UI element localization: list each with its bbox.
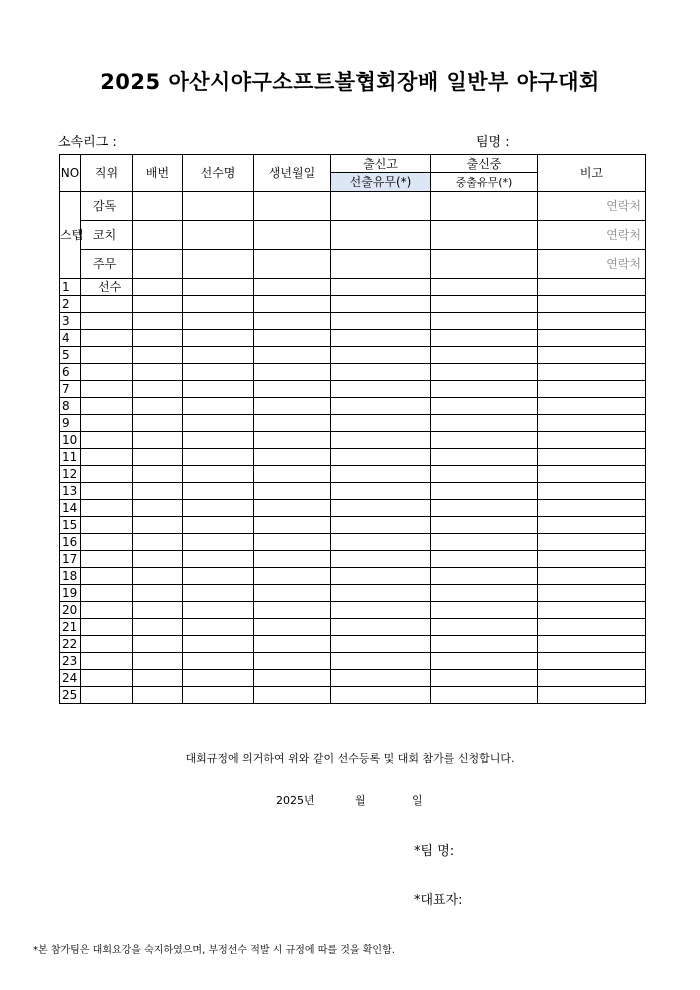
blank-cell[interactable]: [183, 364, 254, 381]
blank-cell[interactable]: [81, 653, 133, 670]
blank-cell[interactable]: [538, 279, 646, 296]
blank-cell[interactable]: [183, 602, 254, 619]
blank-cell[interactable]: [431, 534, 538, 551]
blank-cell[interactable]: [254, 483, 331, 500]
player-number: 4: [60, 330, 81, 347]
blank-cell[interactable]: [331, 602, 431, 619]
blank-cell[interactable]: [254, 687, 331, 704]
blank-cell[interactable]: [538, 636, 646, 653]
header-position: 직위: [81, 155, 133, 192]
blank-cell[interactable]: [431, 398, 538, 415]
blank-cell[interactable]: [133, 330, 183, 347]
header-player-name: 선수명: [183, 155, 254, 192]
blank-cell[interactable]: [431, 449, 538, 466]
declaration-text: 대회규정에 의거하여 위와 같이 선수등록 및 대회 참가를 신청합니다.: [185, 752, 515, 765]
player-row: [60, 466, 646, 483]
blank-cell[interactable]: [133, 602, 183, 619]
blank-cell[interactable]: [538, 347, 646, 364]
player-number: 25: [60, 687, 81, 704]
blank-cell[interactable]: [133, 415, 183, 432]
player-number: 20: [60, 602, 81, 619]
blank-cell[interactable]: [183, 517, 254, 534]
player-number: 11: [60, 449, 81, 466]
date-year: 2025년: [276, 794, 315, 807]
player-row: [60, 483, 646, 500]
blank-cell[interactable]: [331, 466, 431, 483]
blank-cell[interactable]: [331, 330, 431, 347]
signature-team: *팀 명:: [414, 844, 455, 859]
staff-label: 스텝: [60, 192, 81, 279]
blank-cell[interactable]: [538, 398, 646, 415]
staff-role: 감독: [81, 192, 133, 221]
blank-cell[interactable]: [81, 500, 133, 517]
player-number: 9: [60, 415, 81, 432]
blank-cell[interactable]: [331, 381, 431, 398]
blank-cell[interactable]: [81, 381, 133, 398]
blank-cell[interactable]: [431, 517, 538, 534]
blank-cell[interactable]: [331, 449, 431, 466]
blank-cell[interactable]: [183, 585, 254, 602]
blank-cell[interactable]: [183, 250, 254, 279]
header-no: NO: [60, 155, 81, 192]
blank-cell[interactable]: [183, 449, 254, 466]
player-number: 16: [60, 534, 81, 551]
blank-cell[interactable]: [331, 500, 431, 517]
blank-cell[interactable]: [133, 221, 183, 250]
blank-cell[interactable]: [431, 636, 538, 653]
blank-cell[interactable]: [183, 296, 254, 313]
blank-cell[interactable]: [133, 432, 183, 449]
blank-cell[interactable]: [331, 192, 431, 221]
blank-cell[interactable]: [81, 619, 133, 636]
blank-cell[interactable]: [331, 653, 431, 670]
blank-cell[interactable]: [254, 534, 331, 551]
blank-cell[interactable]: [431, 221, 538, 250]
blank-cell[interactable]: [81, 602, 133, 619]
blank-cell[interactable]: [538, 466, 646, 483]
player-number: 15: [60, 517, 81, 534]
blank-cell[interactable]: [538, 415, 646, 432]
blank-cell[interactable]: [431, 347, 538, 364]
header-high-school: 출신고: [331, 155, 431, 173]
blank-cell[interactable]: [254, 398, 331, 415]
blank-cell[interactable]: [254, 653, 331, 670]
blank-cell[interactable]: [331, 250, 431, 279]
player-row: [60, 313, 646, 330]
blank-cell[interactable]: [133, 636, 183, 653]
blank-cell[interactable]: [538, 534, 646, 551]
blank-cell[interactable]: [331, 670, 431, 687]
blank-cell[interactable]: [81, 534, 133, 551]
blank-cell[interactable]: [254, 279, 331, 296]
blank-cell[interactable]: [431, 381, 538, 398]
blank-cell[interactable]: [254, 551, 331, 568]
date-day: 일: [412, 794, 423, 807]
player-number: 18: [60, 568, 81, 585]
blank-cell[interactable]: [254, 221, 331, 250]
blank-cell[interactable]: [133, 296, 183, 313]
blank-cell[interactable]: [183, 534, 254, 551]
header-remarks: 비고: [538, 155, 646, 192]
blank-cell[interactable]: [254, 602, 331, 619]
blank-cell[interactable]: [331, 483, 431, 500]
blank-cell[interactable]: [538, 551, 646, 568]
player-row: [60, 347, 646, 364]
player-number: 13: [60, 483, 81, 500]
date-month: 월: [355, 794, 366, 807]
blank-cell[interactable]: [81, 551, 133, 568]
blank-cell[interactable]: [81, 636, 133, 653]
header-elite-high: 선출유무(*): [331, 173, 431, 192]
blank-cell[interactable]: [81, 432, 133, 449]
player-row: [60, 279, 646, 296]
blank-cell[interactable]: [331, 279, 431, 296]
blank-cell[interactable]: [431, 500, 538, 517]
player-row: [60, 670, 646, 687]
blank-cell[interactable]: [331, 398, 431, 415]
staff-contact: 연락처: [538, 192, 646, 221]
player-row: [60, 381, 646, 398]
blank-cell[interactable]: [133, 653, 183, 670]
blank-cell[interactable]: [81, 466, 133, 483]
blank-cell[interactable]: [331, 296, 431, 313]
blank-cell[interactable]: [431, 687, 538, 704]
blank-cell[interactable]: [183, 551, 254, 568]
blank-cell[interactable]: [183, 347, 254, 364]
blank-cell[interactable]: [254, 670, 331, 687]
blank-cell[interactable]: [431, 313, 538, 330]
blank-cell[interactable]: [538, 296, 646, 313]
player-row: [60, 551, 646, 568]
player-number: 23: [60, 653, 81, 670]
player-number: 17: [60, 551, 81, 568]
player-row: [60, 432, 646, 449]
blank-cell[interactable]: [81, 449, 133, 466]
blank-cell[interactable]: [431, 364, 538, 381]
player-row: [60, 398, 646, 415]
blank-cell[interactable]: [538, 687, 646, 704]
blank-cell[interactable]: [133, 687, 183, 704]
player-number: 3: [60, 313, 81, 330]
blank-cell[interactable]: [331, 585, 431, 602]
blank-cell[interactable]: [254, 364, 331, 381]
blank-cell[interactable]: [254, 500, 331, 517]
page-title: 2025 아산시야구소프트볼협회장배 일반부 야구대회: [100, 70, 600, 94]
blank-cell[interactable]: [133, 192, 183, 221]
blank-cell[interactable]: [183, 330, 254, 347]
blank-cell[interactable]: [431, 619, 538, 636]
blank-cell[interactable]: [254, 330, 331, 347]
blank-cell[interactable]: [133, 466, 183, 483]
blank-cell[interactable]: [331, 313, 431, 330]
blank-cell[interactable]: [81, 687, 133, 704]
player-number: 6: [60, 364, 81, 381]
blank-cell[interactable]: [431, 466, 538, 483]
blank-cell[interactable]: [254, 432, 331, 449]
blank-cell[interactable]: [254, 636, 331, 653]
blank-cell[interactable]: [81, 313, 133, 330]
blank-cell[interactable]: [254, 381, 331, 398]
staff-row: [60, 250, 646, 279]
blank-cell[interactable]: [331, 568, 431, 585]
blank-cell[interactable]: [254, 347, 331, 364]
blank-cell[interactable]: [254, 449, 331, 466]
blank-cell[interactable]: [133, 381, 183, 398]
player-row: [60, 653, 646, 670]
blank-cell[interactable]: [538, 364, 646, 381]
player-number: 12: [60, 466, 81, 483]
blank-cell[interactable]: [331, 687, 431, 704]
roster-table: [59, 154, 646, 704]
blank-cell[interactable]: [538, 517, 646, 534]
blank-cell[interactable]: [431, 551, 538, 568]
blank-cell[interactable]: [183, 619, 254, 636]
blank-cell[interactable]: [183, 636, 254, 653]
blank-cell[interactable]: [133, 313, 183, 330]
blank-cell[interactable]: [431, 192, 538, 221]
blank-cell[interactable]: [538, 568, 646, 585]
player-row: [60, 585, 646, 602]
blank-cell[interactable]: [431, 670, 538, 687]
blank-cell[interactable]: [183, 653, 254, 670]
blank-cell[interactable]: [183, 192, 254, 221]
blank-cell[interactable]: [81, 415, 133, 432]
blank-cell[interactable]: [183, 313, 254, 330]
blank-cell[interactable]: [254, 585, 331, 602]
blank-cell[interactable]: [431, 483, 538, 500]
blank-cell[interactable]: [183, 398, 254, 415]
blank-cell[interactable]: [133, 364, 183, 381]
staff-row: [60, 192, 646, 221]
blank-cell[interactable]: [431, 330, 538, 347]
blank-cell[interactable]: [81, 398, 133, 415]
blank-cell[interactable]: [133, 250, 183, 279]
blank-cell[interactable]: [133, 551, 183, 568]
staff-role: 주무: [81, 250, 133, 279]
blank-cell[interactable]: [431, 602, 538, 619]
footnote: *본 참가팀은 대회요강을 숙지하였으며, 부정선수 적발 시 규정에 따를 것을 확인함.: [33, 945, 395, 956]
player-row: [60, 517, 646, 534]
blank-cell[interactable]: [538, 585, 646, 602]
blank-cell[interactable]: [183, 670, 254, 687]
header-middle-school: 출신중: [431, 155, 538, 173]
blank-cell[interactable]: [183, 221, 254, 250]
blank-cell[interactable]: [183, 466, 254, 483]
blank-cell[interactable]: [81, 585, 133, 602]
staff-contact: 연락처: [538, 221, 646, 250]
blank-cell[interactable]: [133, 398, 183, 415]
blank-cell[interactable]: [538, 432, 646, 449]
blank-cell[interactable]: [254, 415, 331, 432]
player-number: 19: [60, 585, 81, 602]
blank-cell[interactable]: [133, 670, 183, 687]
blank-cell[interactable]: [183, 568, 254, 585]
blank-cell[interactable]: [254, 466, 331, 483]
blank-cell[interactable]: [183, 500, 254, 517]
blank-cell[interactable]: [183, 381, 254, 398]
player-row: [60, 415, 646, 432]
blank-cell[interactable]: [331, 347, 431, 364]
blank-cell[interactable]: [183, 687, 254, 704]
blank-cell[interactable]: [133, 619, 183, 636]
blank-cell[interactable]: [431, 585, 538, 602]
league-label: 소속리그 :: [58, 135, 117, 150]
blank-cell[interactable]: [538, 483, 646, 500]
blank-cell[interactable]: [538, 602, 646, 619]
blank-cell[interactable]: [254, 296, 331, 313]
blank-cell[interactable]: [183, 279, 254, 296]
blank-cell[interactable]: [81, 670, 133, 687]
player-number: 1: [60, 279, 81, 296]
player-row: [60, 534, 646, 551]
blank-cell[interactable]: [183, 483, 254, 500]
player-number: 2: [60, 296, 81, 313]
blank-cell[interactable]: [81, 296, 133, 313]
blank-cell[interactable]: [254, 517, 331, 534]
blank-cell[interactable]: [81, 364, 133, 381]
blank-cell[interactable]: [331, 432, 431, 449]
player-row: [60, 568, 646, 585]
blank-cell[interactable]: [133, 483, 183, 500]
blank-cell[interactable]: [331, 517, 431, 534]
blank-cell[interactable]: [254, 619, 331, 636]
blank-cell[interactable]: [431, 432, 538, 449]
blank-cell[interactable]: [331, 415, 431, 432]
blank-cell[interactable]: [538, 381, 646, 398]
player-number: 10: [60, 432, 81, 449]
blank-cell[interactable]: [133, 517, 183, 534]
blank-cell[interactable]: [331, 619, 431, 636]
player-row: [60, 449, 646, 466]
blank-cell[interactable]: [331, 534, 431, 551]
player-number: 21: [60, 619, 81, 636]
blank-cell[interactable]: [81, 483, 133, 500]
blank-cell[interactable]: [254, 313, 331, 330]
blank-cell[interactable]: [81, 517, 133, 534]
blank-cell[interactable]: [133, 585, 183, 602]
staff-role: 코치: [81, 221, 133, 250]
blank-cell[interactable]: [81, 330, 133, 347]
blank-cell[interactable]: [431, 568, 538, 585]
blank-cell[interactable]: [331, 636, 431, 653]
blank-cell[interactable]: [538, 313, 646, 330]
blank-cell[interactable]: [133, 347, 183, 364]
team-label: 팀명 :: [476, 135, 510, 150]
player-number: 24: [60, 670, 81, 687]
blank-cell[interactable]: [81, 568, 133, 585]
blank-cell[interactable]: [331, 221, 431, 250]
player-number: 5: [60, 347, 81, 364]
blank-cell[interactable]: [331, 364, 431, 381]
blank-cell[interactable]: [331, 551, 431, 568]
blank-cell[interactable]: [431, 415, 538, 432]
player-row: [60, 636, 646, 653]
blank-cell[interactable]: [538, 619, 646, 636]
blank-cell[interactable]: [183, 415, 254, 432]
player-row: [60, 330, 646, 347]
player-row: [60, 619, 646, 636]
player-number: 22: [60, 636, 81, 653]
blank-cell[interactable]: [431, 279, 538, 296]
signature-representative: *대표자:: [414, 893, 463, 908]
blank-cell[interactable]: [431, 653, 538, 670]
blank-cell[interactable]: [133, 568, 183, 585]
blank-cell[interactable]: [538, 500, 646, 517]
blank-cell[interactable]: [538, 330, 646, 347]
blank-cell[interactable]: [133, 279, 183, 296]
player-role: 선수: [81, 279, 133, 296]
blank-cell[interactable]: [81, 347, 133, 364]
blank-cell[interactable]: [254, 192, 331, 221]
blank-cell[interactable]: [183, 432, 254, 449]
blank-cell[interactable]: [254, 250, 331, 279]
blank-cell[interactable]: [431, 296, 538, 313]
player-row: [60, 687, 646, 704]
player-row: [60, 364, 646, 381]
blank-cell[interactable]: [538, 670, 646, 687]
player-number: 7: [60, 381, 81, 398]
blank-cell[interactable]: [254, 568, 331, 585]
blank-cell[interactable]: [538, 653, 646, 670]
header-uniform-number: 배번: [133, 155, 183, 192]
player-row: [60, 602, 646, 619]
header-birthdate: 생년월일: [254, 155, 331, 192]
blank-cell[interactable]: [431, 250, 538, 279]
blank-cell[interactable]: [133, 500, 183, 517]
blank-cell[interactable]: [133, 534, 183, 551]
player-number: 8: [60, 398, 81, 415]
blank-cell[interactable]: [538, 449, 646, 466]
player-row: [60, 296, 646, 313]
header-elite-middle: 중출유무(*): [431, 173, 538, 192]
staff-contact: 연락처: [538, 250, 646, 279]
player-number: 14: [60, 500, 81, 517]
staff-row: [60, 221, 646, 250]
blank-cell[interactable]: [133, 449, 183, 466]
player-row: [60, 500, 646, 517]
